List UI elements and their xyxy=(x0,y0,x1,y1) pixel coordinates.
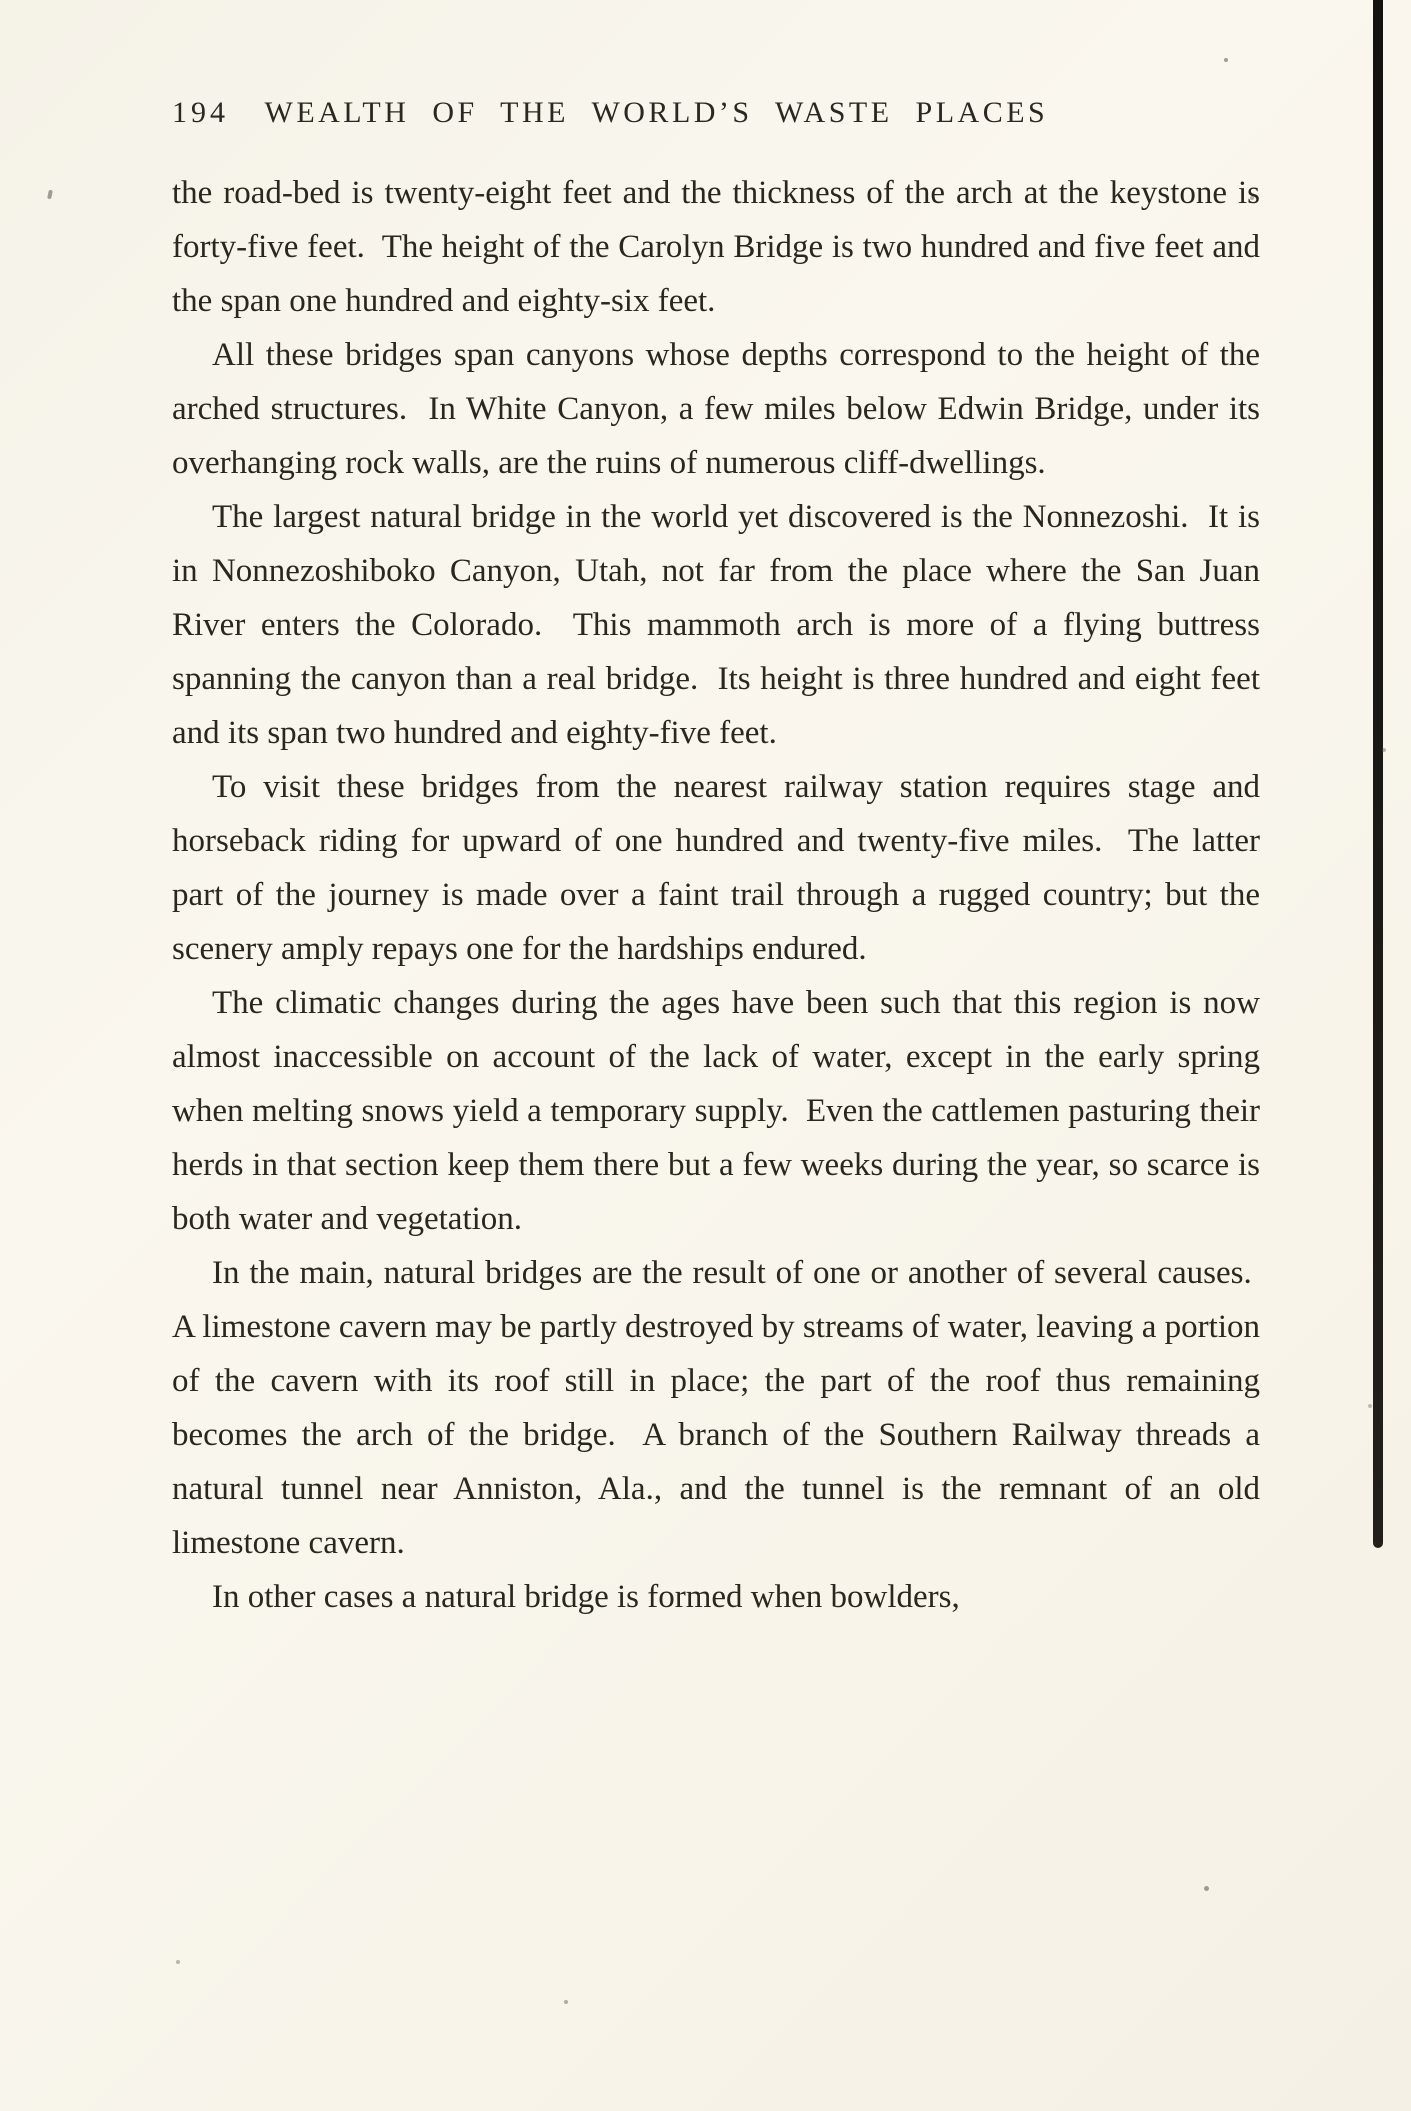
scan-speck xyxy=(1250,196,1254,200)
scan-speck xyxy=(1382,748,1386,752)
page-number: 194 xyxy=(172,96,229,129)
paragraph: In other cases a natural bridge is formed when bowlders, xyxy=(212,1579,960,1615)
page-header xyxy=(172,96,1262,130)
page-edge-line xyxy=(1373,0,1383,1548)
running-header-title: WEALTH OF THE WORLD’S WASTE PLACES xyxy=(264,96,1049,129)
paragraph: the road-bed is twenty-eight feet and the thickness of the arch at the keystone is forty-five feet. The height of the Carolyn Bridge is two hundred and five feet and the span one hundred and eighty-six feet. xyxy=(172,175,1260,319)
scan-speck xyxy=(564,2000,568,2004)
scan-speck xyxy=(47,190,53,200)
paragraph: In the main, natural bridges are the result of one or another of several causes. A limestone cavern may be partly destroyed by streams of water, leaving a portion of the cavern with its roof still in place; the part of the roof thus remaining becomes the arch of the bridge. A branch of the Southern Railway threads a natural tunnel near Anniston, Ala., and the tunnel is the remnant of an old limestone cavern. xyxy=(172,1255,1260,1561)
paragraph: The largest natural bridge in the world yet discovered is the Nonnezoshi. It is in Nonnezoshiboko Canyon, Utah, not far from the place where the San Juan River enters the Colorado. This mammoth arch is more of a flying buttress spanning the canyon than a real bridge. Its height is three hundred and eight feet and its span two hundred and eighty-five feet. xyxy=(172,499,1260,751)
scan-speck xyxy=(176,1960,180,1964)
scan-speck xyxy=(1368,1404,1372,1408)
paragraph: All these bridges span canyons whose depths correspond to the height of the arched structures. In White Canyon, a few miles below Edwin Bridge, under its overhanging rock walls, are the ruins of numerous cliff-dwellings. xyxy=(172,337,1260,481)
page-body xyxy=(172,166,1260,1624)
paragraph: To visit these bridges from the nearest railway station requires stage and horseback riding for upward of one hundred and twenty-five miles. The latter part of the journey is made over a faint trail through a rugged country; but the scenery amply repays one for the hardships endured. xyxy=(172,769,1260,967)
paragraph: The climatic changes during the ages have been such that this region is now almost inaccessible on account of the lack of water, except in the early spring when melting snows yield a temporary supply. Even the cattlemen pasturing their herds in that section keep them there but a few weeks during the year, so scarce is both water and vegetation. xyxy=(172,985,1260,1237)
scan-speck xyxy=(1204,1886,1209,1891)
scan-speck xyxy=(1224,58,1228,62)
